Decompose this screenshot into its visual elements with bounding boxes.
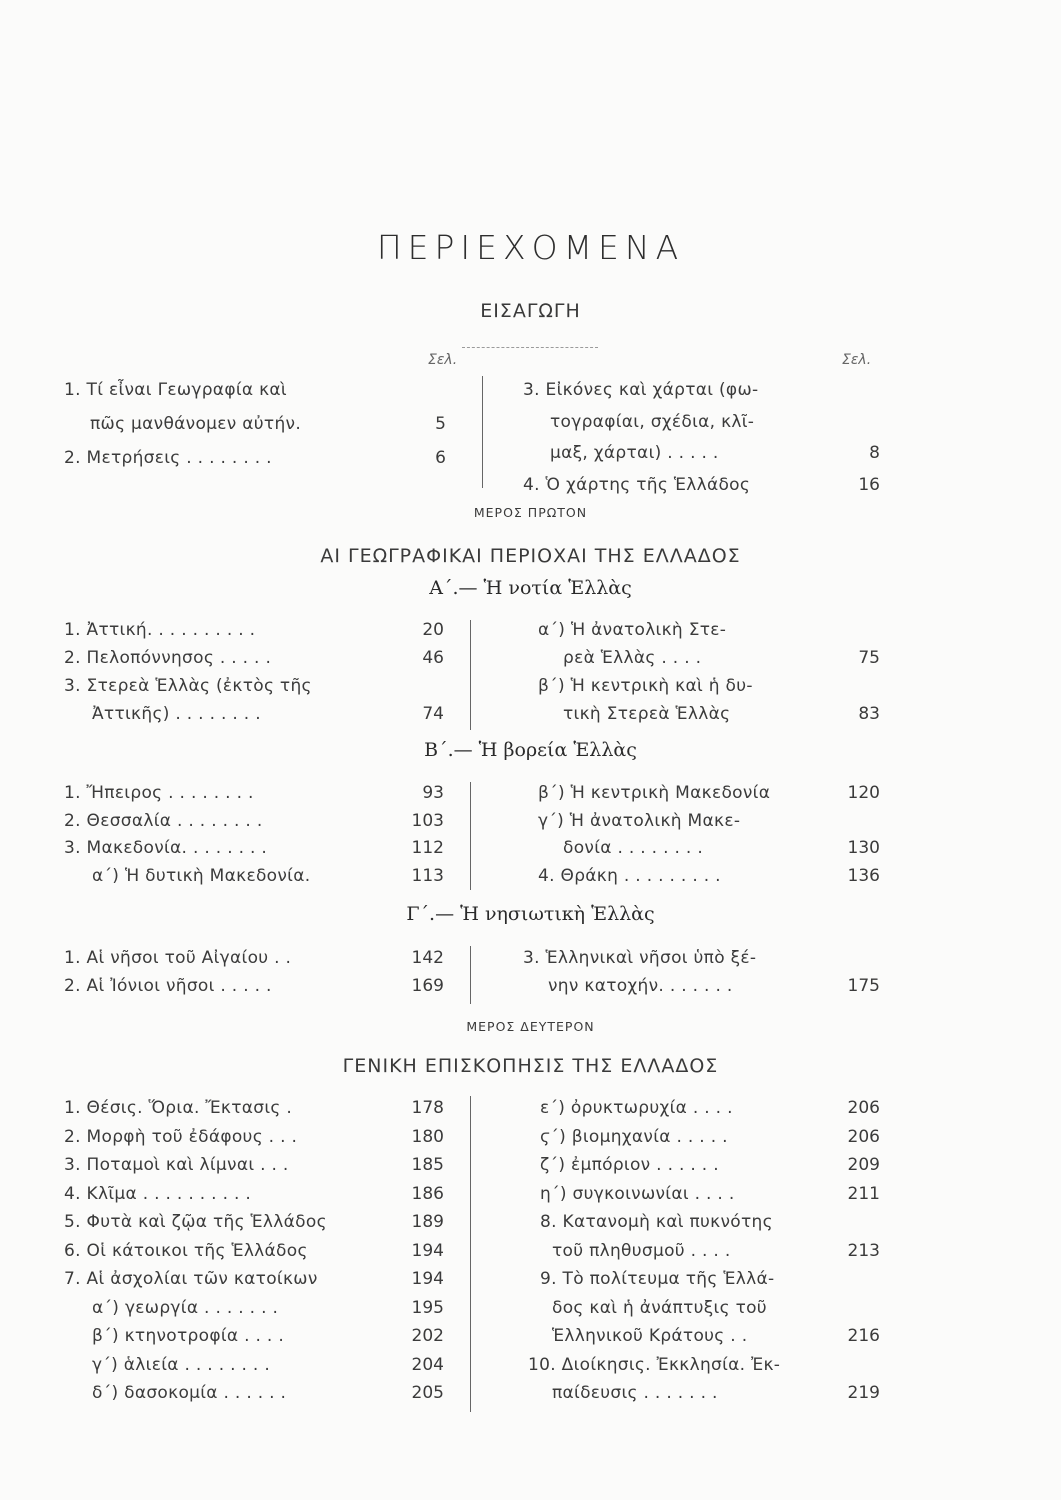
toc-page-number: 194 [411,1240,444,1261]
toc-page-number: 113 [411,865,444,886]
column-divider [470,1096,471,1412]
toc-page-number: 185 [411,1155,444,1175]
toc-page-number: 169 [411,976,444,996]
toc-entry-text: α΄) γεωργία . . . . . . . [92,1297,279,1318]
section-a-title: Α΄.— Ἡ νοτία Ἑλλὰς [429,577,632,599]
toc-page-number: 130 [847,838,880,858]
toc-entry-text: 3. Εἰκόνες καὶ χάρται (φω- [523,380,759,400]
toc-entry-text: η΄) συγκοινωνίαι . . . . [540,1183,735,1204]
toc-entry-text: 2. Πελοπόννησος . . . . . [64,648,272,668]
toc-entry-text: 1. Αἱ νῆσοι τοῦ Αἰγαίου . . [64,948,292,968]
toc-page-number: 189 [411,1212,444,1232]
toc-page-number: 194 [411,1269,444,1289]
section-b-title: Β΄.— Ἡ βορεία Ἑλλὰς [424,739,637,761]
part1-heading: ΑΙ ΓΕΩΓΡΑΦΙΚΑΙ ΠΕΡΙΟΧΑΙ ΤΗΣ ΕΛΛΑΔΟΣ [320,545,741,567]
toc-entry-text: 2. Μορφὴ τοῦ ἐδάφους . . . [64,1126,298,1147]
toc-page-number: 216 [847,1326,880,1346]
page-abbr-right: Σελ. [842,352,872,368]
toc-page-number: 8 [869,443,880,463]
toc-entry-text: 8. Κατανομὴ καὶ πυκνότης [540,1212,773,1232]
toc-page-number: 103 [411,810,444,831]
toc-entry-text: 1. Ἀττική. . . . . . . . . . [64,620,256,640]
toc-entry-text: ε΄) ὀρυκτωρυχία . . . . [540,1098,733,1118]
toc-entry-text: β΄) κτηνοτροφία . . . . [92,1326,285,1346]
toc-entry-text: 3. Στερεὰ Ἑλλὰς (ἐκτὸς τῆς [64,676,312,696]
toc-entry-text: 10. Διοίκησις. Ἐκκλησία. Ἐκ- [528,1354,781,1375]
toc-entry-text: γ΄) Ἡ ἀνατολικὴ Μακε- [538,810,741,831]
page-abbr-left: Σελ. [428,352,458,368]
part1-label: ΜΕΡΟΣ ΠΡΩΤΟΝ [473,505,588,520]
toc-entry-text: 4. Θράκη . . . . . . . . . [538,865,721,886]
toc-entry-text: δος καὶ ἡ ἀνάπτυξις τοῦ [552,1297,767,1318]
section-c-title: Γ΄.— Ἡ νησιωτικὴ Ἑλλὰς [406,903,655,925]
toc-entry-text: 3. Μακεδονία. . . . . . . . [64,838,268,858]
toc-entry-text: β΄) Ἡ κεντρικὴ Μακεδονία [538,783,771,803]
toc-entry-text: ρεὰ Ἑλλὰς . . . . [563,648,702,668]
toc-entry-text: 6. Οἱ κάτοικοι τῆς Ἑλλάδος [64,1240,308,1261]
toc-page-number: 112 [411,838,444,858]
toc-page-number: 213 [847,1240,880,1261]
toc-page-number: 175 [847,976,880,996]
part2-label: ΜΕΡΟΣ ΔΕΥΤΕΡΟΝ [466,1019,595,1034]
part2-heading: ΓΕΝΙΚΗ ΕΠΙΣΚΟΠΗΣΙΣ ΤΗΣ ΕΛΛΑΔΟΣ [342,1055,719,1077]
toc-page-number: 6 [435,448,446,468]
column-divider [482,376,483,488]
toc-entry-text: β΄) Ἡ κεντρικὴ καὶ ἡ δυ- [538,676,753,696]
column-divider [470,946,471,1004]
toc-entry-text: παίδευσις . . . . . . . [552,1383,718,1403]
toc-page-number: 16 [858,474,880,495]
toc-entry-text: 4. Κλῖμα . . . . . . . . . . [64,1183,252,1204]
toc-entry-text: 1. Τί εἶναι Γεωγραφία καὶ [64,380,287,400]
toc-page-number: 20 [422,620,444,640]
toc-page-number: 74 [422,704,444,724]
toc-entry-text: Ἀττικῆς) . . . . . . . . [92,704,261,724]
heading-divider [462,347,598,348]
toc-page-number: 206 [847,1126,880,1147]
toc-entry-text: τογραφίαι, σχέδια, κλῖ- [550,411,755,432]
column-divider [470,782,471,890]
toc-page-number: 204 [411,1354,444,1375]
toc-entry-text: γ΄) ἁλιεία . . . . . . . . [92,1354,271,1375]
toc-entry-text: νην κατοχήν. . . . . . . [548,976,733,996]
column-divider [470,620,471,730]
toc-entry-text: α΄) Ἡ ἀνατολικὴ Στε- [538,620,727,640]
toc-entry-text: τικὴ Στερεὰ Ἑλλὰς [563,704,731,724]
toc-page-number: 93 [422,783,444,803]
toc-entry-text: 1. Θέσις. Ὅρια. Ἔκτασις . [64,1098,293,1118]
toc-entry-text: 7. Αἱ ἀσχολίαι τῶν κατοίκων [64,1269,318,1289]
toc-entry-text: 1. Ἤπειρος . . . . . . . . [64,783,254,803]
toc-page-number: 83 [858,704,880,724]
toc-entry-text: 2. Αἱ Ἰόνιοι νῆσοι . . . . . [64,976,272,996]
toc-entry-text: 4. Ὁ χάρτης τῆς Ἑλλάδος [523,474,751,495]
toc-entry-text: δ΄) δασοκομία . . . . . . [92,1383,287,1403]
toc-page-number: 195 [411,1297,444,1318]
toc-page-number: 205 [411,1383,444,1403]
page-title: ΠΕΡΙΕΧΟΜΕΝΑ [376,228,685,267]
toc-page-number: 206 [847,1098,880,1118]
toc-entry-text: 2. Μετρήσεις . . . . . . . . [64,448,272,468]
toc-entry-text: ζ΄) ἐμπόριον . . . . . . [540,1155,719,1175]
toc-entry-text: 5. Φυτὰ καὶ ζῷα τῆς Ἑλλάδος [64,1212,327,1232]
toc-page-number: 120 [847,783,880,803]
toc-page-number: 75 [858,648,880,668]
toc-entry-text: μαξ, χάρται) . . . . . [550,443,719,463]
toc-page-number: 46 [422,648,444,668]
toc-page-number: 178 [411,1098,444,1118]
toc-entry-text: Ἑλληνικοῦ Κράτους . . [552,1326,748,1346]
intro-heading: ΕΙΣΑΓΩΓΗ [480,300,581,322]
toc-entry-text: α΄) Ἡ δυτικὴ Μακεδονία. [92,865,311,886]
toc-page-number: 136 [847,865,880,886]
toc-entry-text: 3. Ποταμοὶ καὶ λίμναι . . . [64,1155,289,1175]
toc-page-number: 142 [411,948,444,968]
toc-entry-text: 2. Θεσσαλία . . . . . . . . [64,810,263,831]
toc-entry-text: 9. Τὸ πολίτευμα τῆς Ἑλλά- [540,1269,775,1289]
toc-entry-text: δονία . . . . . . . . [563,838,704,858]
toc-entry-text: 3. Ἑλληνικαὶ νῆσοι ὑπὸ ξέ- [523,948,757,968]
toc-entry-text: ϛ΄) βιομηχανία . . . . . [540,1126,728,1147]
toc-page-number: 186 [411,1183,444,1204]
toc-page-number: 209 [847,1155,880,1175]
toc-entry-text: πῶς μανθάνομεν αὐτήν. [90,414,302,434]
toc-page-number: 5 [435,414,446,434]
toc-page-number: 219 [847,1383,880,1403]
toc-page-number: 211 [847,1183,880,1204]
toc-entry-text: τοῦ πληθυσμοῦ . . . . [552,1240,731,1261]
toc-page-number: 202 [411,1326,444,1346]
toc-page-number: 180 [411,1126,444,1147]
